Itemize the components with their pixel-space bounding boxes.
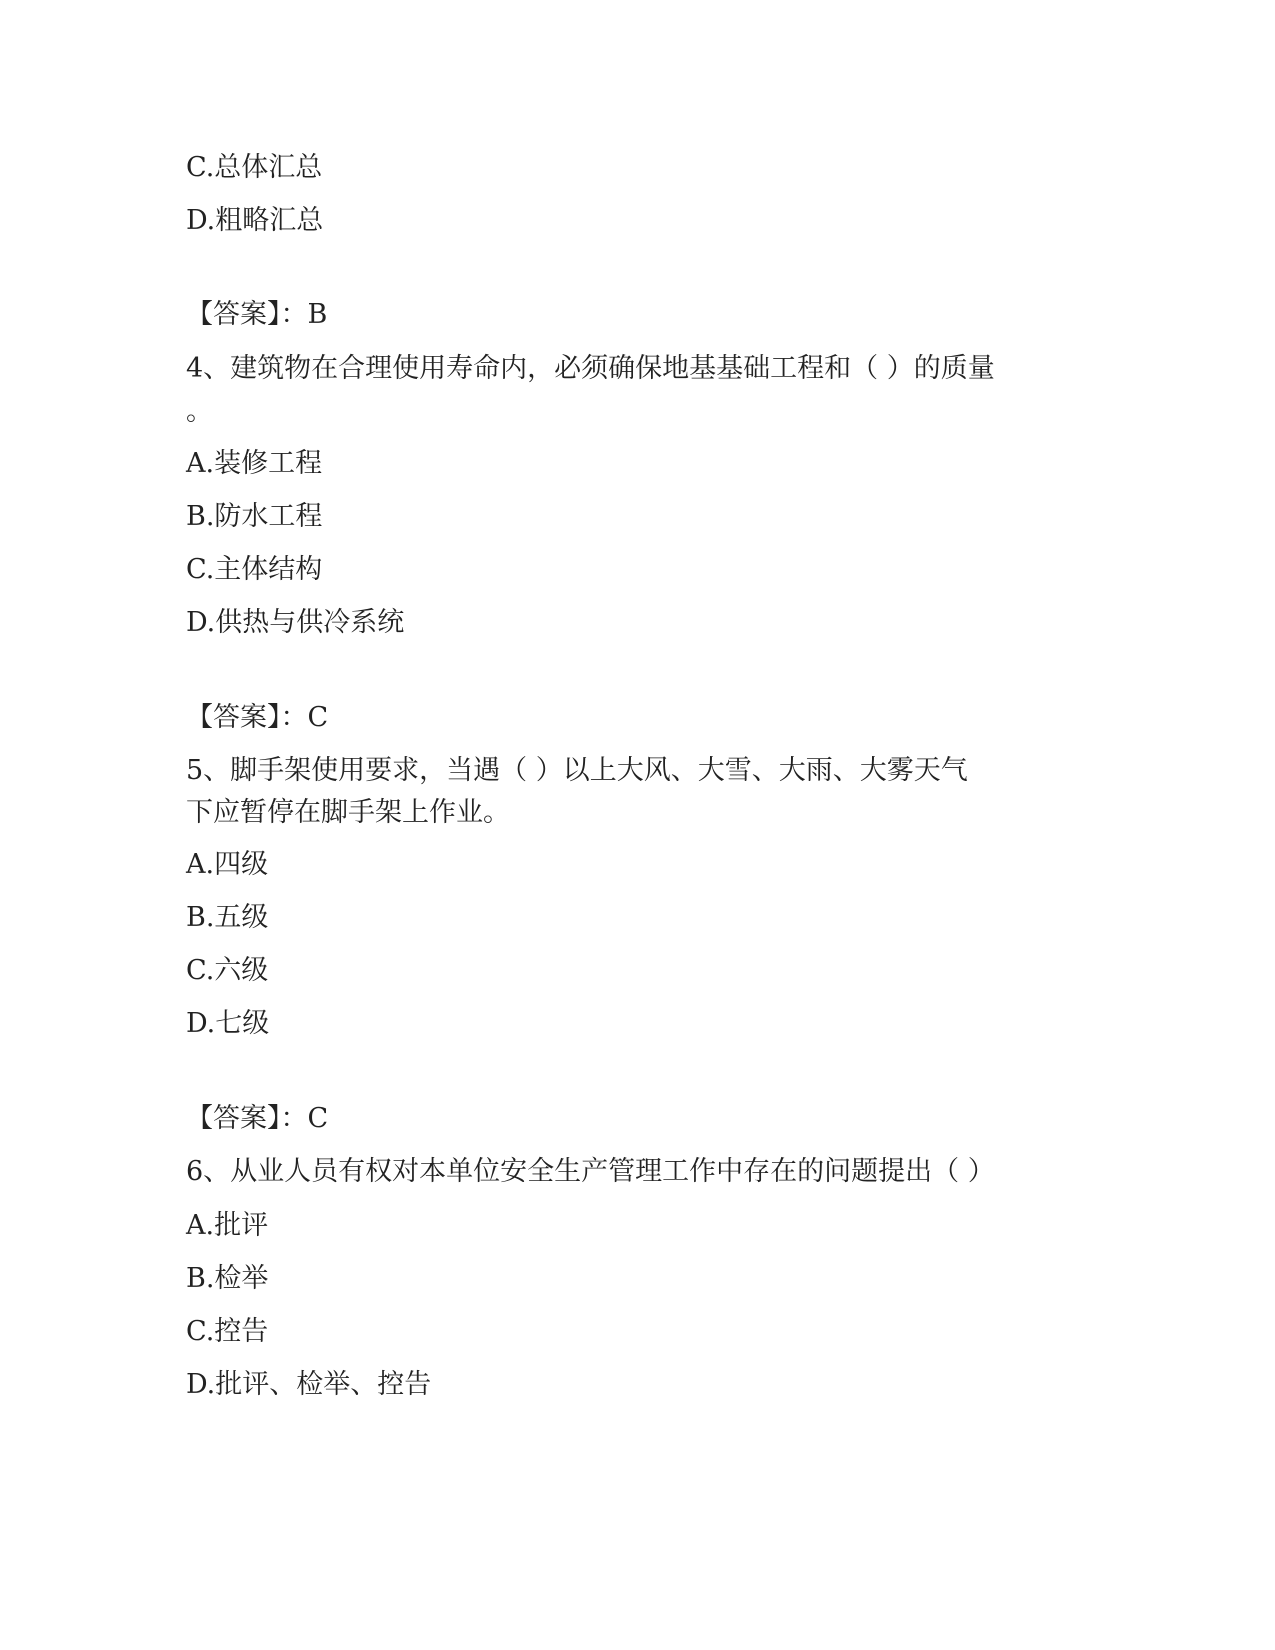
question-6-stem-line-1: 6、从业人员有权对本单位安全生产管理工作中存在的问题提出（ ）: [186, 1156, 995, 1187]
question-4-stem-line-1: 4、建筑物在合理使用寿命内，必须确保地基基础工程和（ ）的质量: [186, 353, 995, 384]
answer-prev: 【答案】：B: [186, 299, 328, 330]
question-4-answer: 【答案】：C: [186, 702, 329, 733]
question-4-option-c: C.主体结构: [186, 554, 323, 585]
question-6-option-d: D.批评、检举、控告: [186, 1369, 432, 1400]
question-4-option-a: A.装修工程: [186, 448, 323, 479]
question-6-option-a: A.批评: [186, 1210, 269, 1241]
question-4-stem-line-2: 。: [186, 396, 213, 427]
question-5-option-b: B.五级: [186, 902, 269, 933]
question-5-option-a: A.四级: [186, 849, 269, 880]
question-6-option-c: C.控告: [186, 1316, 269, 1347]
question-5-option-c: C.六级: [186, 955, 269, 986]
question-5-answer: 【答案】：C: [186, 1103, 329, 1134]
option-c-prev: C.总体汇总: [186, 152, 323, 183]
question-6-option-b: B.检举: [186, 1263, 269, 1294]
question-5-stem-line-1: 5、脚手架使用要求，当遇（ ）以上大风、大雪、大雨、大雾天气: [186, 755, 968, 786]
question-4-option-b: B.防水工程: [186, 501, 323, 532]
question-4-option-d: D.供热与供冷系统: [186, 607, 405, 638]
question-5-option-d: D.七级: [186, 1008, 270, 1039]
option-d-prev: D.粗略汇总: [186, 205, 324, 236]
question-5-stem-line-2: 下应暂停在脚手架上作业。: [186, 797, 510, 828]
